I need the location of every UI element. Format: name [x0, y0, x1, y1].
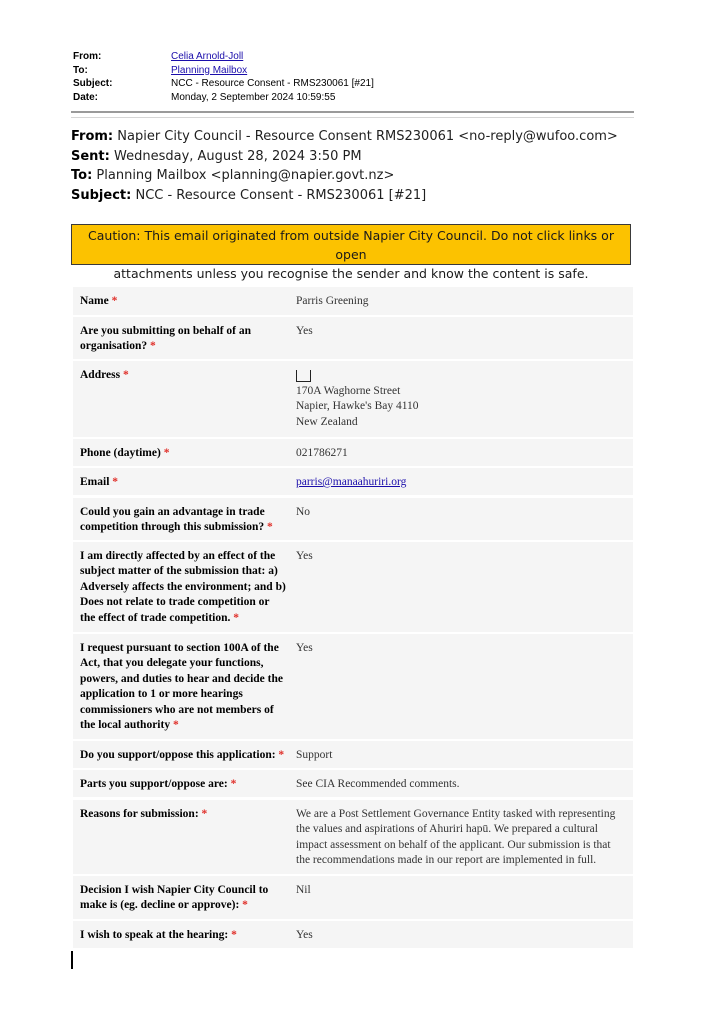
- required-mark: *: [230, 778, 237, 790]
- address-line-3: New Zealand: [296, 415, 358, 428]
- header-divider-thin: [71, 117, 634, 118]
- required-mark: *: [112, 476, 119, 488]
- forwarded-from-value: Napier City Council - Resource Consent RMS230061 <no-reply@wufoo.com>: [117, 129, 618, 144]
- email-link[interactable]: parris@manaahuriri.org: [296, 476, 407, 488]
- forwarded-from-label: From:: [71, 129, 114, 144]
- header-subject-row: [73, 77, 374, 91]
- form-row-section-100a: [73, 634, 633, 739]
- field-value-phone: 021786271: [296, 447, 348, 459]
- forwarded-sent-value: Wednesday, August 28, 2024 3:50 PM: [114, 148, 362, 164]
- address-checkbox[interactable]: [296, 370, 311, 382]
- field-value-organisation: Yes: [296, 325, 313, 337]
- address-line-2: Napier, Hawke's Bay 4110: [296, 400, 419, 413]
- required-mark: *: [201, 808, 208, 820]
- forwarded-sent-label: Sent:: [71, 148, 110, 164]
- header-to-row: [73, 64, 374, 78]
- form-row-phone: [73, 439, 633, 466]
- header-subject-label: Subject:: [73, 78, 113, 89]
- caution-line-2: attachments unless you recognise the sender and know the content is safe.: [113, 266, 589, 281]
- header-from-link[interactable]: Celia Arnold-Joll: [171, 51, 244, 62]
- forwarded-subject-row: [71, 186, 618, 206]
- header-divider: [71, 111, 634, 113]
- required-mark: *: [111, 295, 118, 307]
- forwarded-subject-value: NCC - Resource Consent - RMS230061 [#21]: [135, 187, 427, 203]
- field-label-name: Name: [80, 295, 109, 307]
- header-to-link[interactable]: Planning Mailbox: [171, 64, 248, 76]
- email-header: [73, 50, 374, 104]
- field-value-name: Parris Greening: [296, 295, 369, 307]
- form-row-speak: [73, 921, 633, 948]
- field-value-decision: Nil: [296, 884, 311, 896]
- field-label-address: Address: [80, 369, 121, 381]
- field-label-section-100a: I request pursuant to section 100A of the Act, that you delegate your functions, powers, and duties to hear and decide the application to 1 or more hearings commissioners who are not members of the local authority: [80, 642, 283, 732]
- field-value-directly-affected: Yes: [296, 550, 313, 562]
- field-value-parts: See CIA Recommended comments.: [296, 778, 460, 790]
- header-to-label: To:: [73, 64, 88, 76]
- field-value-trade-advantage: No: [296, 506, 311, 518]
- required-mark: *: [278, 749, 285, 761]
- address-line-1: 170A Waghorne Street: [296, 385, 401, 397]
- required-mark: *: [233, 611, 240, 624]
- forwarded-sent-row: [71, 147, 618, 167]
- field-label-directly-affected: I am directly affected by an effect of the subject matter of the submission that: a) Adversely affects the environment; and b) Does not relate to trade competition or the effect of trade competition.: [80, 550, 286, 624]
- forwarded-to-row: [71, 166, 618, 186]
- required-mark: *: [242, 899, 248, 912]
- field-label-reasons: Reasons for submission:: [80, 808, 199, 820]
- form-row-directly-affected: [73, 542, 633, 632]
- caution-banner: [71, 224, 631, 281]
- field-label-organisation: Are you submitting on behalf of an organisation?: [80, 325, 252, 353]
- field-label-parts: Parts you support/oppose are:: [80, 778, 228, 790]
- field-label-decision: Decision I wish Napier City Council to make is (eg. decline or approve):: [80, 884, 269, 912]
- forwarded-to-value: Planning Mailbox <planning@napier.govt.nz>: [96, 168, 395, 183]
- form-row-name: [73, 287, 633, 315]
- required-mark: *: [231, 929, 237, 941]
- field-label-trade-advantage: Could you gain an advantage in trade competition through this submission?: [80, 506, 265, 534]
- field-value-section-100a: Yes: [296, 642, 313, 654]
- form-row-decision: [73, 876, 633, 919]
- form-row-trade-advantage: [73, 498, 633, 540]
- form-row-parts: [73, 770, 633, 797]
- header-date-value: Monday, 2 September 2024 10:59:55: [171, 91, 336, 103]
- required-mark: *: [163, 447, 170, 459]
- required-mark: *: [122, 369, 129, 381]
- caution-line-1: Caution: This email originated from outside Napier City Council. Do not click links or open: [88, 228, 614, 262]
- forwarded-subject-label: Subject:: [71, 187, 132, 203]
- header-from-label: From:: [73, 51, 102, 62]
- form-row-support-oppose: [73, 741, 633, 768]
- required-mark: *: [267, 521, 273, 534]
- field-label-support-oppose: Do you support/oppose this application:: [80, 749, 276, 761]
- text-cursor: [71, 951, 73, 969]
- forwarded-to-label: To:: [71, 168, 93, 183]
- field-value-address: [296, 368, 626, 430]
- field-value-reasons: We are a Post Settlement Governance Entity tasked with representing the values and aspirations of Ahuriri hapū. We prepared a cultural impact assessment on behalf of the applicant. Our submission is that the recommendations made in our report are implemented in full.: [296, 808, 616, 867]
- form-row-reasons: [73, 800, 633, 874]
- required-mark: *: [149, 340, 156, 353]
- field-value-support-oppose: Support: [296, 749, 333, 761]
- required-mark: *: [172, 719, 179, 732]
- header-subject-value: NCC - Resource Consent - RMS230061 [#21]: [171, 78, 374, 89]
- header-date-label: Date:: [73, 91, 99, 103]
- field-value-speak: Yes: [296, 929, 313, 941]
- form-row-organisation: [73, 317, 633, 359]
- field-label-speak: I wish to speak at the hearing:: [80, 929, 229, 941]
- field-label-phone: Phone (daytime): [80, 447, 161, 459]
- field-label-email: Email: [80, 476, 110, 488]
- forwarded-from-row: [71, 127, 618, 147]
- forwarded-header: [71, 127, 618, 205]
- form-row-address: [73, 361, 633, 437]
- form-row-email: [73, 468, 633, 495]
- header-from-row: [73, 50, 374, 64]
- header-date-row: [73, 91, 374, 105]
